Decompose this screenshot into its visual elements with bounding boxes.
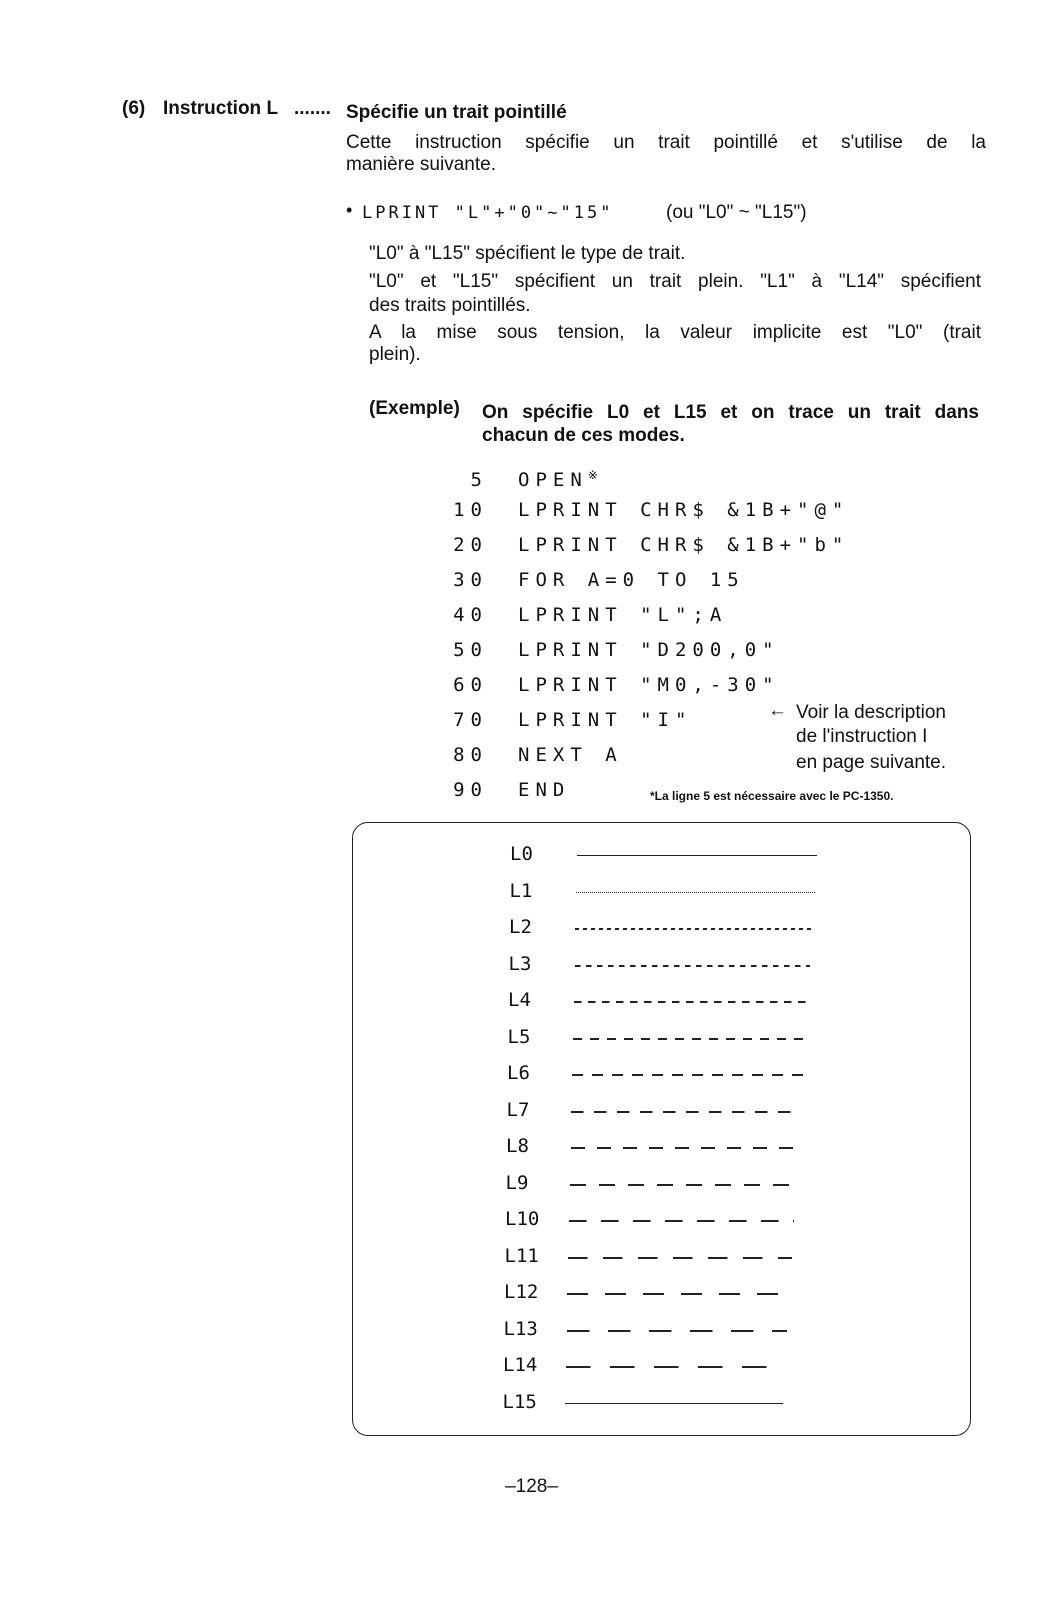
line-sample-stroke xyxy=(570,1184,797,1186)
line-number: 90 xyxy=(453,779,488,801)
line-number: 80 xyxy=(453,744,488,766)
line-sample-label: L11 xyxy=(504,1244,539,1267)
program-line xyxy=(448,633,849,668)
line-number: 20 xyxy=(453,534,488,556)
line-sample-stroke xyxy=(569,1220,794,1222)
line-number: 70 xyxy=(453,709,488,731)
example-text-1: On spécifie L0 et L15 et on trace un trait dans xyxy=(482,402,979,423)
line-sample-label: L7 xyxy=(506,1098,530,1121)
line-sample-label: L10 xyxy=(505,1208,540,1230)
line-sample-label: L14 xyxy=(503,1354,538,1376)
program-listing xyxy=(448,458,849,808)
line-number: 10 xyxy=(453,499,488,521)
line-code: LPRINT CHR$ &1B+"b" xyxy=(518,534,850,556)
line-sample-stroke xyxy=(567,1293,789,1295)
line-sample-stroke xyxy=(575,928,812,930)
line-code: LPRINT CHR$ &1B+"@" xyxy=(518,499,850,521)
program-line xyxy=(448,598,849,633)
line-sample-stroke xyxy=(567,1330,788,1332)
line-sample-label: L13 xyxy=(503,1317,538,1340)
intro-line-2: manière suivante. xyxy=(346,154,496,175)
line-sample-stroke xyxy=(566,1366,785,1368)
program-line xyxy=(448,738,849,773)
line-sample-label: L12 xyxy=(504,1281,539,1303)
line-code: NEXT A xyxy=(518,744,623,766)
line-sample-stroke xyxy=(575,965,811,967)
desc-line-5: plein). xyxy=(369,344,421,365)
program-line xyxy=(448,493,849,528)
line-number: 30 xyxy=(453,569,488,591)
arrow-note-line-1: Voir la description xyxy=(796,702,946,723)
example-text-2: chacun de ces modes. xyxy=(482,425,685,446)
line-sample-label: L5 xyxy=(507,1025,531,1048)
syntax-note: (ou "L0" ~ "L15") xyxy=(666,202,807,223)
footnote-mark-icon: ※ xyxy=(587,468,598,482)
line-code: LPRINT "M0,-30" xyxy=(518,674,780,696)
line-sample-label: L4 xyxy=(508,989,531,1011)
line-code: LPRINT "I" xyxy=(518,709,693,731)
program-line xyxy=(448,703,849,738)
line-sample-stroke xyxy=(576,892,815,893)
line-code: LPRINT "D200,0" xyxy=(518,639,780,661)
arrow-note-line-3: en page suivante. xyxy=(796,752,947,773)
line-sample-stroke xyxy=(571,1147,799,1149)
syntax-command: LPRINT "L"+"0"~"15" xyxy=(362,203,614,223)
footnote: *La ligne 5 est nécessaire avec le PC-1350. xyxy=(650,789,894,803)
line-code: END xyxy=(518,779,571,801)
desc-line-4: A la mise sous tension, la valeur implicite est "L0" (trait xyxy=(369,322,981,343)
program-line xyxy=(448,528,849,563)
line-sample-stroke xyxy=(577,855,817,856)
page-number: –128– xyxy=(505,1476,558,1497)
program-line xyxy=(448,668,849,703)
program-line xyxy=(448,458,849,493)
line-sample-label: L8 xyxy=(506,1135,529,1157)
arrow-left-icon: ← xyxy=(768,700,787,721)
line-code: FOR A=0 TO 15 xyxy=(518,569,745,591)
section-leader: ....... xyxy=(294,98,331,119)
line-number: 5 xyxy=(470,469,488,492)
section-title: Instruction L xyxy=(163,98,279,119)
line-sample-stroke xyxy=(574,1001,808,1003)
intro-line-1: Cette instruction spécifie un trait pointillé et s'utilise de la xyxy=(346,132,986,153)
line-sample-label: L3 xyxy=(508,952,532,975)
line-number: 40 xyxy=(453,604,488,626)
line-sample-stroke xyxy=(565,1403,783,1404)
desc-line-2: "L0" et "L15" spécifient un trait plein. "L1" à "L14" spécifient xyxy=(369,271,981,292)
line-sample-label: L6 xyxy=(507,1062,530,1084)
line-sample-label: L1 xyxy=(509,879,533,902)
line-sample-label: L15 xyxy=(502,1390,537,1413)
example-label: (Exemple) xyxy=(369,398,460,419)
desc-line-1: "L0" à "L15" spécifient le type de trait. xyxy=(369,243,686,264)
line-sample-stroke xyxy=(573,1038,806,1040)
line-sample-stroke xyxy=(572,1074,803,1076)
arrow-note-line-2: de l'instruction I xyxy=(796,726,928,747)
line-sample-label: L2 xyxy=(509,916,532,938)
line-sample-label: L9 xyxy=(505,1171,529,1194)
line-sample-stroke xyxy=(571,1111,801,1113)
line-sample-label: L0 xyxy=(510,843,533,865)
line-code: LPRINT "L";A xyxy=(518,604,728,626)
program-line xyxy=(448,563,849,598)
line-number: 60 xyxy=(453,674,488,696)
line-sample-stroke xyxy=(568,1257,792,1259)
line-code: OPEN xyxy=(518,469,588,492)
section-number: (6) xyxy=(122,98,146,119)
section-heading: Spécifie un trait pointillé xyxy=(346,102,567,123)
desc-line-3: des traits pointillés. xyxy=(369,295,531,316)
line-samples-box xyxy=(352,822,971,1436)
line-number: 50 xyxy=(453,639,488,661)
syntax-bullet: • xyxy=(346,200,353,220)
